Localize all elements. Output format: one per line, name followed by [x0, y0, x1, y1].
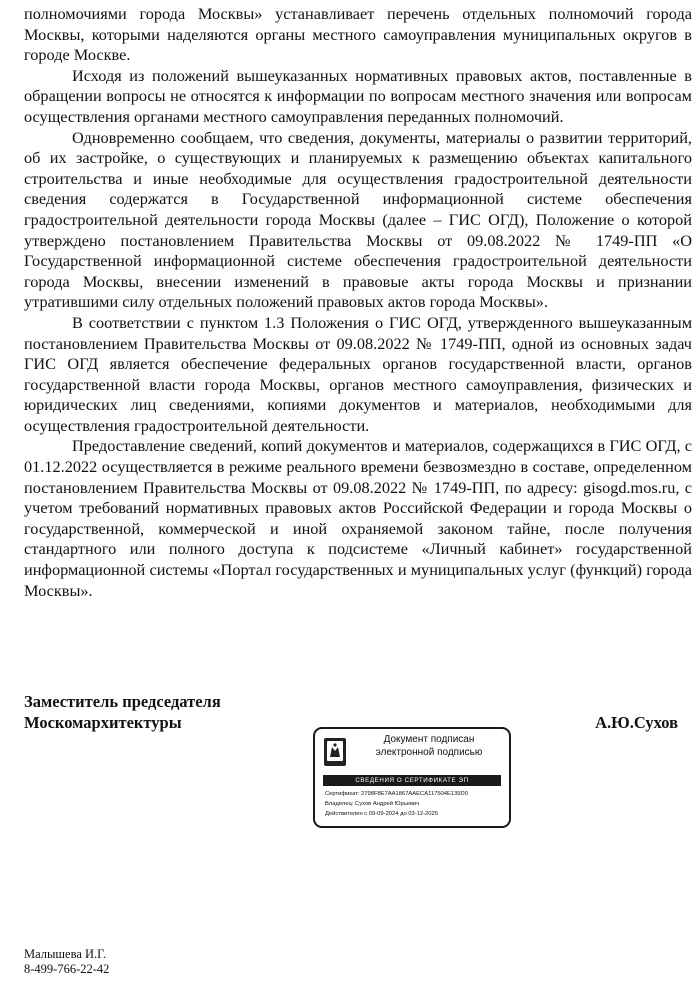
certificate-header: СВЕДЕНИЯ О СЕРТИФИКАТЕ ЭП	[323, 775, 501, 786]
executor-info	[24, 947, 109, 977]
paragraph: Предоставление сведений, копий документов и материалов, содержащихся в ГИС ОГД, с 01.12.2022 осуществляется в режиме реального времени безвозмездно в составе, определенном постановлением Правительства Москвы от 09.08.2022 № 1749-ПП, по адресу: gisogd.mos.ru, с учетом требований нормативных правовых актов Российской Федерации и города Москвы о государственной, коммерческой и иной охраняемой законом тайне, после получения стандартного или полного доступа к подсистеме «Личный кабинет» государственной информационной системы «Портал государственных и муниципальных услуг (функций) города Москвы».	[24, 436, 692, 600]
paragraph: В соответствии с пунктом 1.3 Положения о ГИС ОГД, утвержденного вышеуказанным постановлением Правительства Москвы от 09.08.2022 № 1749-ПП, одной из основных задач ГИС ОГД является обеспечение федеральных органов государственной власти, органов государственной власти города Москвы, органов местного самоуправления, физических и юридических лиц сведениями, копиями документов и материалов, необходимыми для осуществления градостроительной деятельности.	[24, 312, 692, 435]
moscow-emblem-icon	[324, 738, 346, 766]
signature-block	[24, 691, 692, 731]
certificate-owner: Владелец: Сухов Андрей Юрьевич	[325, 801, 420, 807]
executor-name: Малышева И.Г.	[24, 947, 107, 961]
stamp-title-line1: Документ подписан	[383, 734, 475, 745]
certificate-number: Сертификат: 2798F8E7AA1867AAECA117504E139D0	[325, 791, 468, 797]
paragraph: полномочиями города Москвы» устанавливает перечень отдельных полномочий города Москвы, которыми наделяются органы местного самоуправления муниципальных округов в городе Москве.	[24, 4, 692, 65]
paragraph: Исходя из положений вышеуказанных нормативных правовых актов, поставленные в обращении вопросы не относятся к информации по вопросам местного значения или вопросам осуществления органами местного самоуправления переданных полномочий.	[24, 65, 692, 126]
stamp-title-line2: электронной подписью	[375, 747, 483, 758]
signer-title-line2: Москомархитектуры	[24, 713, 182, 732]
signer-name: А.Ю.Сухов	[595, 713, 678, 732]
certificate-validity: Действителен с 09-09-2024 до 03-12-2025	[325, 811, 438, 817]
executor-phone: 8-499-766-22-42	[24, 962, 110, 976]
letter-body	[24, 4, 692, 601]
electronic-signature-stamp	[313, 727, 511, 828]
stamp-title	[359, 733, 499, 759]
signer-title-line1: Заместитель председателя	[24, 692, 221, 711]
paragraph: Одновременно сообщаем, что сведения, документы, материалы о развитии территорий, об их застройке, о существующих и планируемых к размещению объектах капитального строительства и иные необходимые для осуществления градостроительной деятельности сведения содержатся в Государственной информационной системе обеспечения градостроительной деятельности города Москвы (далее – ГИС ОГД), Положение о которой утверждено постановлением Правительства Москвы от 09.08.2022 № 1749-ПП «О Государственной информационной системе обеспечения градостроительной деятельности города Москвы, внесении изменений в правовые акты города Москвы и признании утратившими силу отдельных положений правовых актов города Москвы».	[24, 127, 692, 312]
